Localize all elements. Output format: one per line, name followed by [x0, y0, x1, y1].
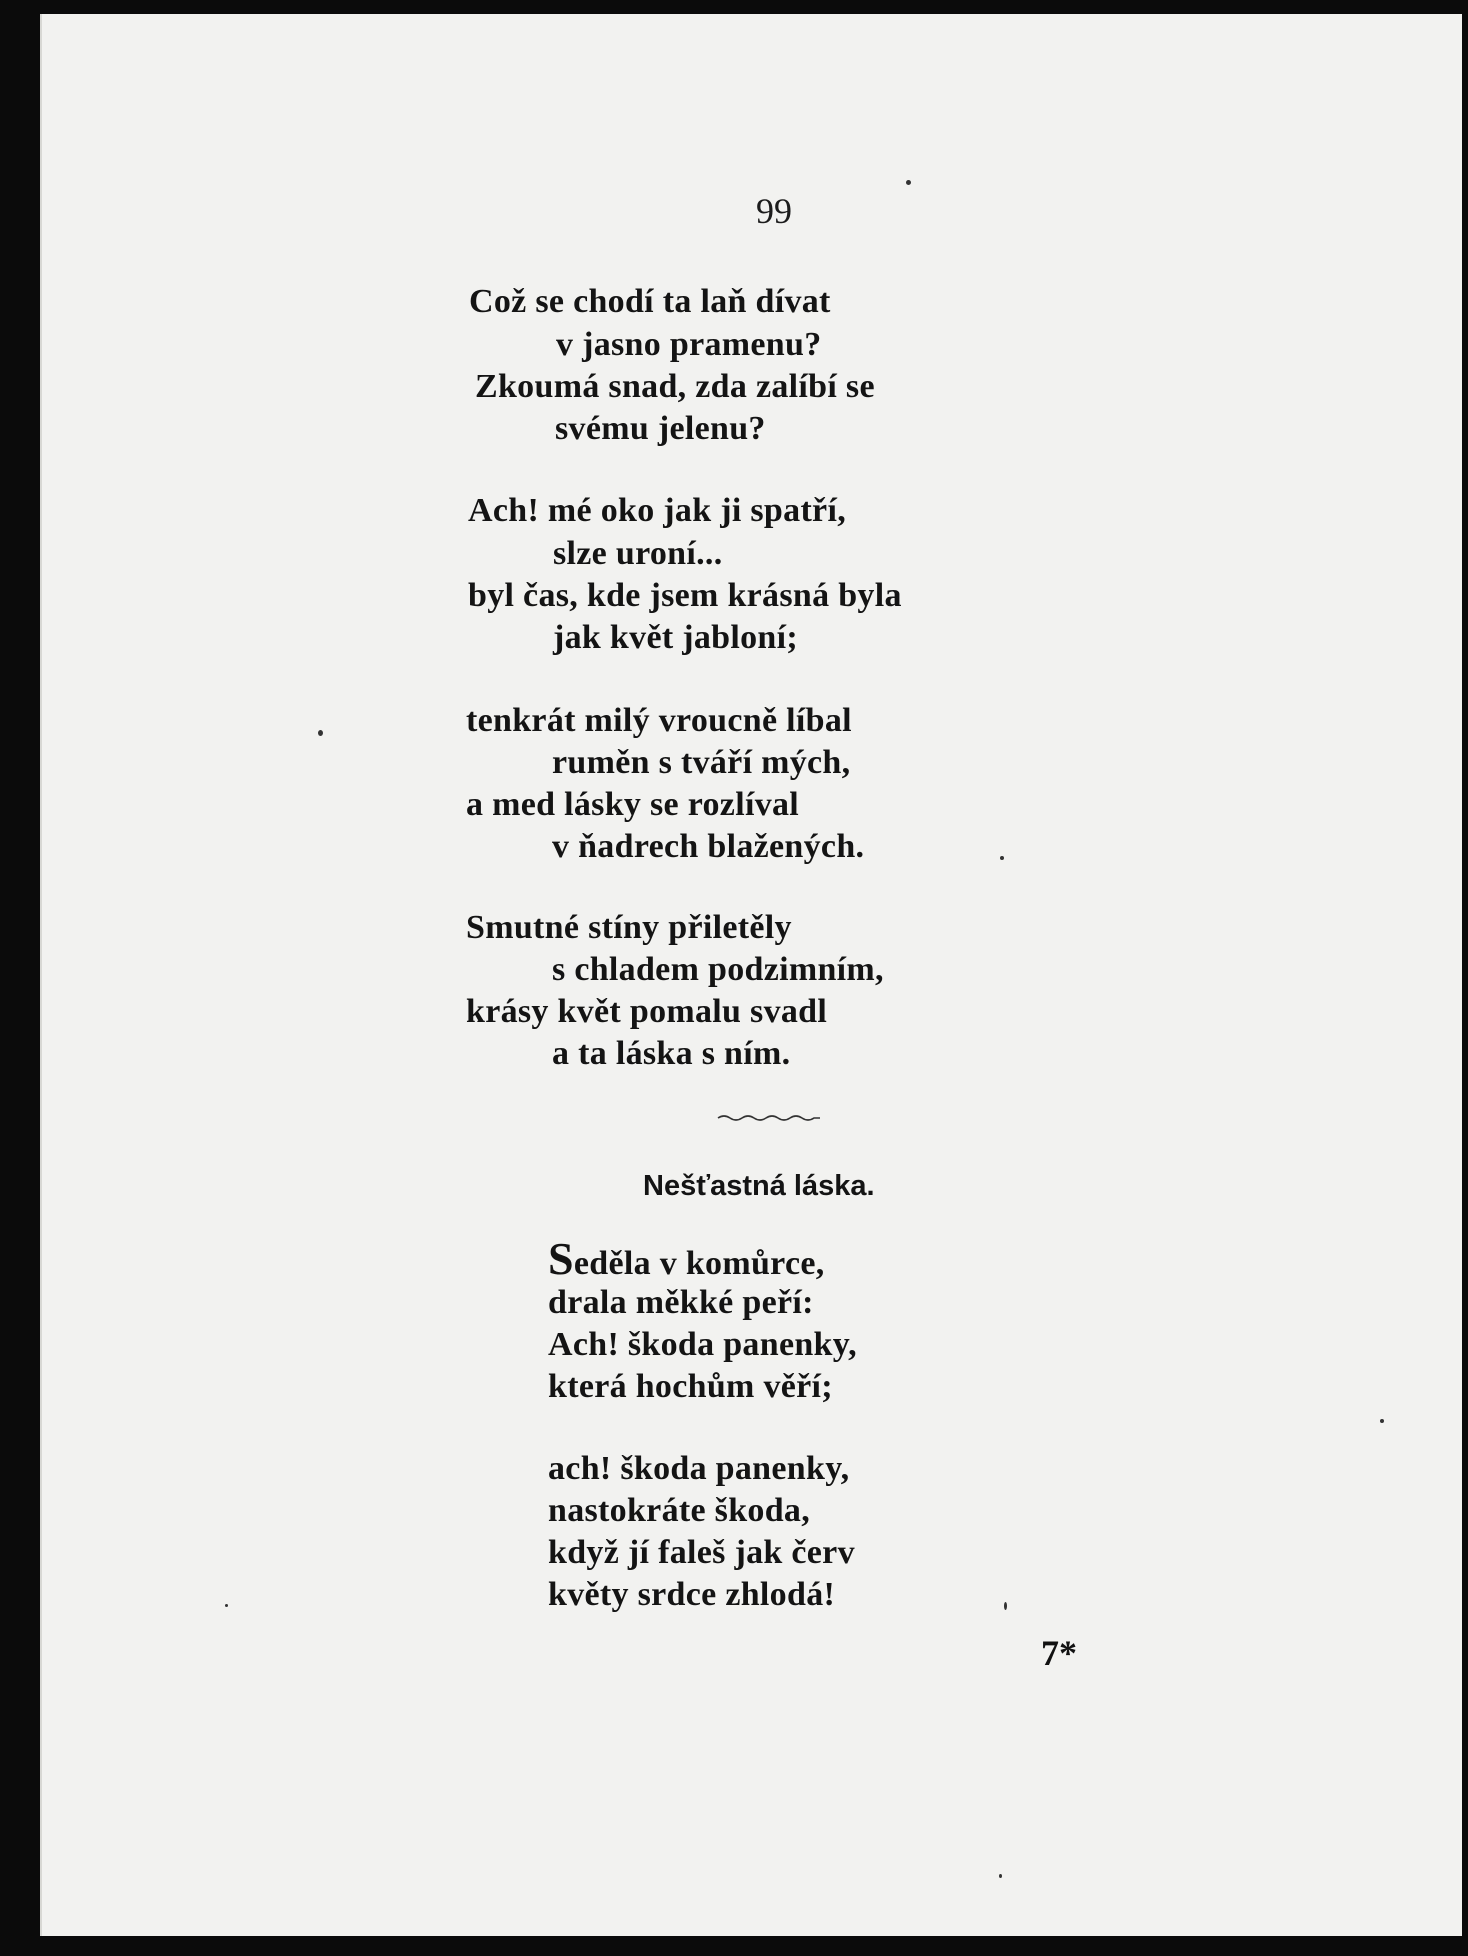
- poem-line: Ach! škoda panenky,: [548, 1326, 857, 1363]
- speck: [318, 730, 323, 736]
- speck: [999, 1874, 1002, 1878]
- poem-line: slze uroní...: [553, 535, 723, 572]
- poem-line: v ňadrech blažených.: [552, 828, 865, 865]
- poem-line: byl čas, kde jsem krásná byla: [468, 577, 902, 614]
- poem-line: krásy květ pomalu svadl: [466, 993, 828, 1030]
- poem-line: s chladem podzimním,: [552, 951, 884, 988]
- poem-line: svému jelenu?: [555, 410, 766, 447]
- signature-mark: 7*: [1041, 1633, 1077, 1673]
- poem-line: a ta láska s ním.: [552, 1035, 791, 1072]
- poem-line: když jí faleš jak červ: [548, 1534, 855, 1571]
- poem-line: a med lásky se rozlíval: [466, 786, 800, 823]
- poem-line: drala měkké peří:: [548, 1284, 814, 1321]
- speck: [1380, 1419, 1384, 1423]
- drop-cap: S: [548, 1233, 574, 1284]
- poem-title: Nešťastná láska.: [643, 1170, 875, 1202]
- poem-line: ach! škoda panenky,: [548, 1450, 850, 1487]
- speck: [225, 1604, 228, 1607]
- poem-line: ruměn s tváří mých,: [552, 744, 851, 781]
- poem-line: jak květ jabloní;: [553, 619, 799, 656]
- poem-line: květy srdce zhlodá!: [548, 1576, 836, 1613]
- poem-line: v jasno pramenu?: [556, 326, 822, 363]
- poem-line-first: [548, 1233, 825, 1284]
- book-page: [40, 14, 1462, 1944]
- poem-line: Smutné stíny přiletěly: [466, 909, 792, 946]
- poem-line: která hochům věří;: [548, 1368, 833, 1405]
- poem-line: Což se chodí ta laň dívat: [469, 283, 831, 320]
- poem-line: Zkoumá snad, zda zalíbí se: [475, 368, 875, 405]
- page-bottom-edge: [0, 1936, 1468, 1956]
- first-line-rest: eděla v komůrce,: [573, 1245, 825, 1282]
- speck: [906, 180, 911, 185]
- speck: [1000, 856, 1004, 860]
- poem-line: nastokráte škoda,: [548, 1492, 811, 1529]
- ornament-divider: [716, 1112, 822, 1122]
- poem-line: Ach! mé oko jak ji spatří,: [468, 492, 846, 529]
- speck: [1004, 1602, 1007, 1610]
- poem-line: tenkrát milý vroucně líbal: [466, 702, 852, 739]
- page-number: 99: [756, 191, 792, 231]
